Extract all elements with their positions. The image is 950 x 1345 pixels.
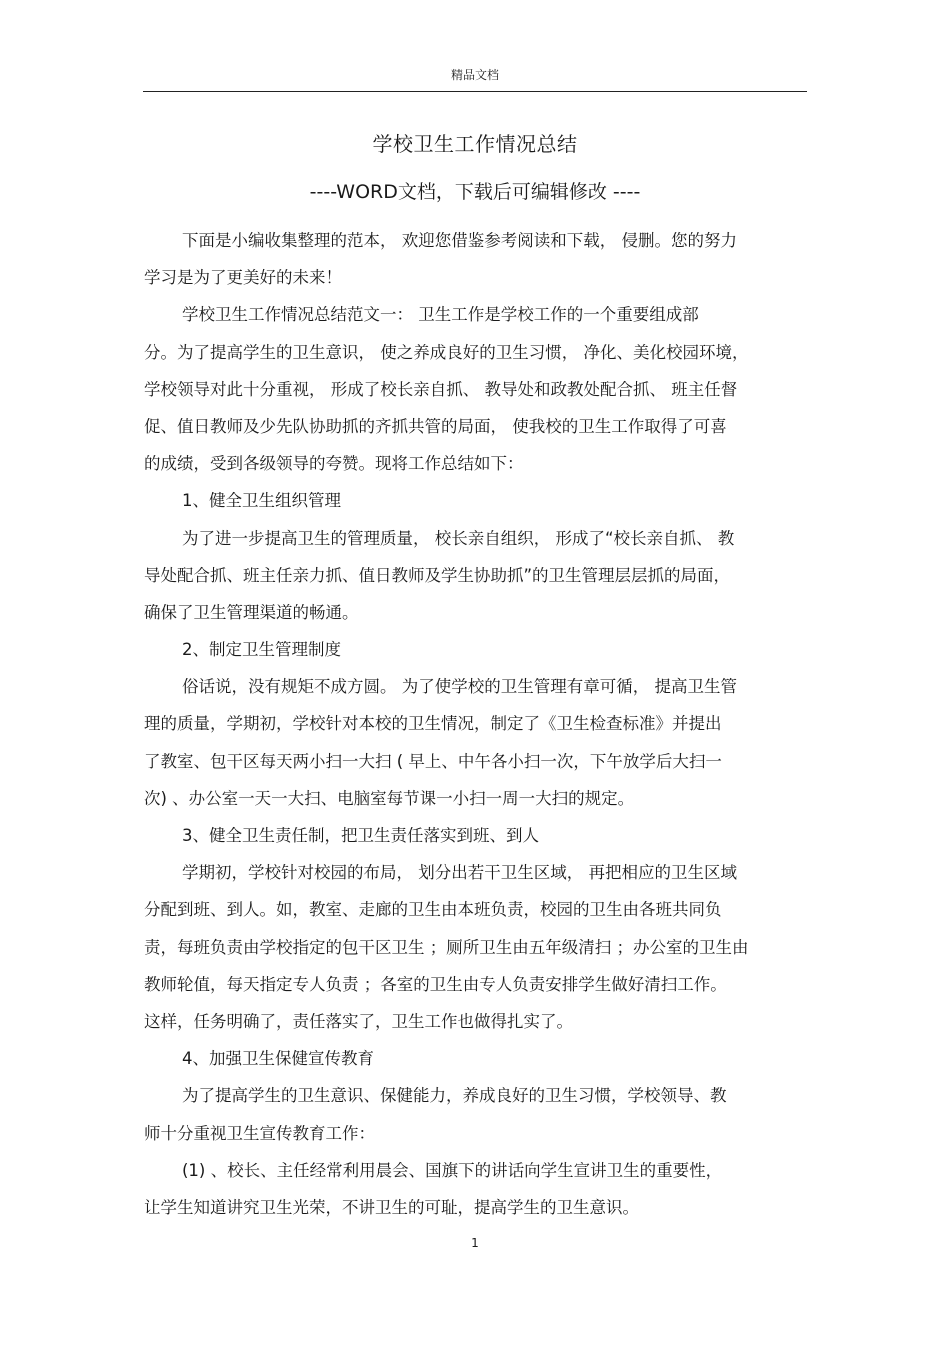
text-line: (1) 、校长、主任经常利用晨会、国旗下的讲话向学生宣讲卫生的重要性， <box>182 1160 723 1180</box>
page-header: 精品文档 <box>450 68 499 82</box>
text-line: 了教室、包干区每天两小扫一大扫 ( 早上、中午各小扫一次，下午放学后大扫一 <box>144 751 722 771</box>
page-number: 1 <box>471 1236 479 1250</box>
text-line: 为了提高学生的卫生意识、保健能力，养成良好的卫生习惯，学校领导、教 <box>182 1086 727 1106</box>
text-line: 理的质量，学期初，学校针对本校的卫生情况，制定了《卫生检查标准》并提出 <box>144 714 722 734</box>
text-line: 确保了卫生管理渠道的畅通。 <box>144 602 359 622</box>
text-line: 4、加强卫生保健宣传教育 <box>182 1049 374 1069</box>
text-line: 为了进一步提高卫生的管理质量， 校长亲自组织， 形成了“校长亲自抓、 教 <box>182 528 735 548</box>
text-line: 俗话说，没有规矩不成方圆。 为了使学校的卫生管理有章可循， 提高卫生管 <box>182 677 737 697</box>
text-line: 下面是小编收集整理的范本， 欢迎您借鉴参考阅读和下载， 侵删。您的努力 <box>182 231 737 250</box>
text-line: 教师轮值，每天指定专人负责 ；各室的卫生由专人负责安排学生做好清扫工作。 <box>144 974 727 994</box>
text-line: 分配到班、到人。如，教室、走廊的卫生由本班负责，校园的卫生由各班共同负 <box>144 900 722 920</box>
text-line: 导处配合抓、班主任亲力抓、值日教师及学生协助抓”的卫生管理层层抓的局面， <box>144 565 731 585</box>
text-line: 分。为了提高学生的卫生意识， 使之养成良好的卫生习惯， 净化、美化校园环境， <box>144 342 749 362</box>
document-title: 学校卫生工作情况总结 <box>372 132 578 156</box>
text-line: 学校卫生工作情况总结范文一： 卫生工作是学校工作的一个重要组成部 <box>182 305 699 325</box>
text-line: 责，每班负责由学校指定的包干区卫生 ；厕所卫生由五年级清扫 ；办公室的卫生由 <box>144 937 749 957</box>
text-line: 1、健全卫生组织管理 <box>182 491 341 511</box>
header-rule <box>143 91 807 92</box>
text-line: 3、健全卫生责任制，把卫生责任落实到班、到人 <box>182 826 539 845</box>
document-subtitle: ----WORD文档，下载后可编辑修改 ---- <box>309 181 641 203</box>
text-line: 学期初，学校针对校园的布局， 划分出若干卫生区域， 再把相应的卫生区域 <box>182 863 737 883</box>
text-line: 促、值日教师及少先队协助抓的齐抓共管的局面， 使我校的卫生工作取得了可喜 <box>144 416 727 436</box>
text-line: 学校领导对此十分重视， 形成了校长亲自抓、 教导处和政教处配合抓、 班主任督 <box>144 379 738 399</box>
text-line: 这样，任务明确了，责任落实了，卫生工作也做得扎实了。 <box>144 1011 573 1031</box>
text-line: 的成绩，受到各级领导的夸赞。现将工作总结如下： <box>144 454 524 474</box>
text-line: 让学生知道讲究卫生光荣，不讲卫生的可耻，提高学生的卫生意识。 <box>144 1197 639 1217</box>
text-line: 2、制定卫生管理制度 <box>182 640 341 660</box>
text-line: 次) 、办公室一天一大扫、电脑室每节课一小扫一周一大扫的规定。 <box>144 788 635 808</box>
document-body <box>144 222 806 1226</box>
text-line: 师十分重视卫生宣传教育工作： <box>144 1123 375 1143</box>
text-line: 学习是为了更美好的未来！ <box>144 268 342 288</box>
